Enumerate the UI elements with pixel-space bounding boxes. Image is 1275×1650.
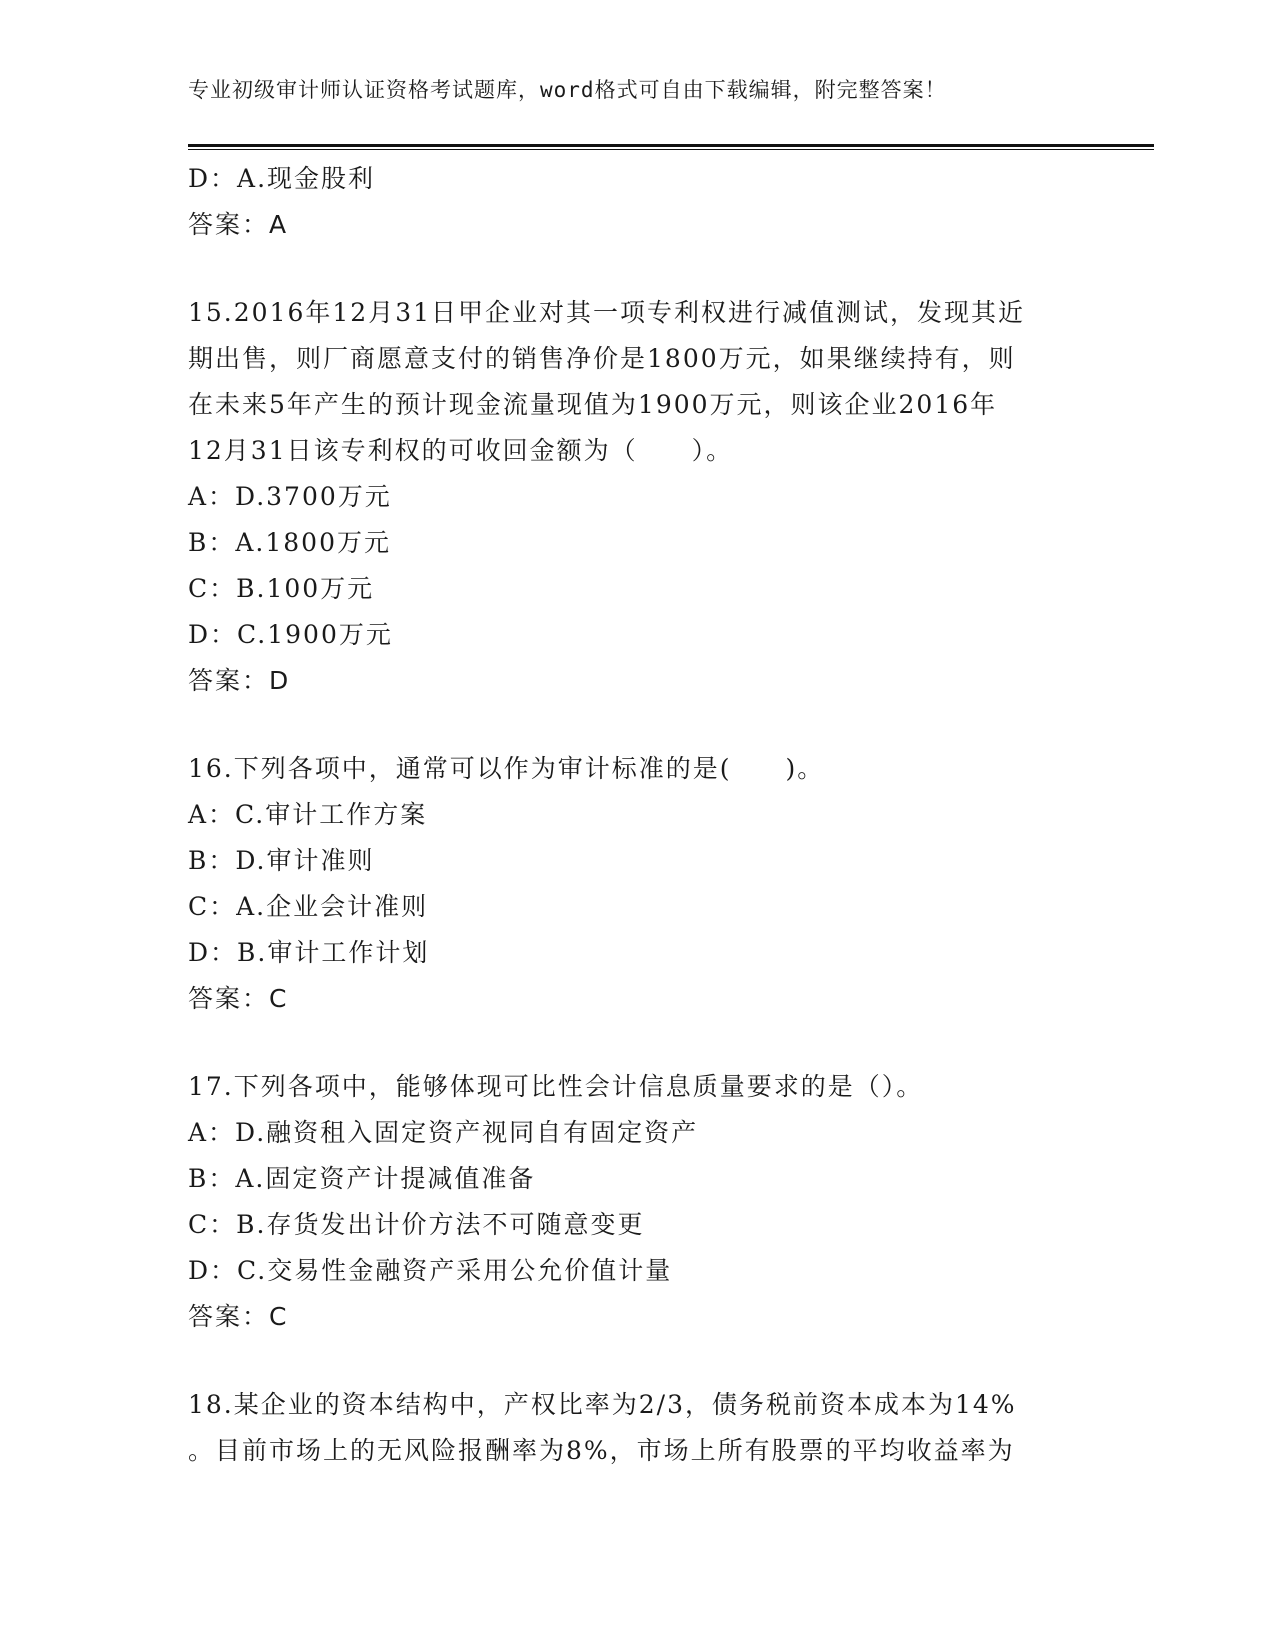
question-text: 在未来5年产生的预计现金流量现值为1900万元，则该企业2016年 (188, 390, 998, 419)
option-b: B：D.审计准则 (188, 846, 375, 875)
answer: 答案：A (188, 210, 289, 239)
question-text: 12月31日该专利权的可收回金额为（ ）。 (188, 436, 734, 465)
question-16 (188, 746, 1088, 1022)
header-rule-thick (188, 144, 1154, 147)
answer: 答案：C (188, 1302, 289, 1331)
option-a: A：D.3700万元 (188, 482, 392, 511)
option-d: D：C.交易性金融资产采用公允价值计量 (188, 1256, 673, 1285)
option-b: B：A.1800万元 (188, 528, 391, 557)
question-text: 17.下列各项中，能够体现可比性会计信息质量要求的是（）。 (188, 1072, 924, 1101)
question-text: 期出售，则厂商愿意支付的销售净价是1800万元，如果继续持有，则 (188, 344, 1016, 373)
question-text: 18.某企业的资本结构中，产权比率为2/3，债务税前资本成本为14% (188, 1390, 1017, 1419)
option-c: C：B.100万元 (188, 574, 375, 603)
option-a: A：D.融资租入固定资产视同自有固定资产 (188, 1118, 699, 1147)
option-d: D：B.审计工作计划 (188, 938, 430, 967)
question-17 (188, 1064, 1088, 1340)
option-c: C：A.企业会计准则 (188, 892, 429, 921)
document-body (188, 156, 1088, 1474)
option-d: D：C.1900万元 (188, 620, 393, 649)
question-text: 15.2016年12月31日甲企业对其一项专利权进行减值测试，发现其近 (188, 298, 1026, 327)
option-a: A：C.审计工作方案 (188, 800, 428, 829)
answer: 答案：D (188, 666, 291, 695)
question-text: 。目前市场上的无风险报酬率为8%，市场上所有股票的平均收益率为 (188, 1436, 1015, 1465)
answer: 答案：C (188, 984, 289, 1013)
question-18 (188, 1382, 1088, 1474)
question-text: 16.下列各项中，通常可以作为审计标准的是( )。 (188, 754, 825, 783)
header-rule-thin (188, 149, 1154, 150)
option-d: D：A.现金股利 (188, 164, 376, 193)
option-b: B：A.固定资产计提减值准备 (188, 1164, 536, 1193)
page-header: 专业初级审计师认证资格考试题库，word格式可自由下载编辑，附完整答案！ (188, 78, 947, 102)
option-c: C：B.存货发出计价方法不可随意变更 (188, 1210, 645, 1239)
question-15 (188, 290, 1088, 704)
